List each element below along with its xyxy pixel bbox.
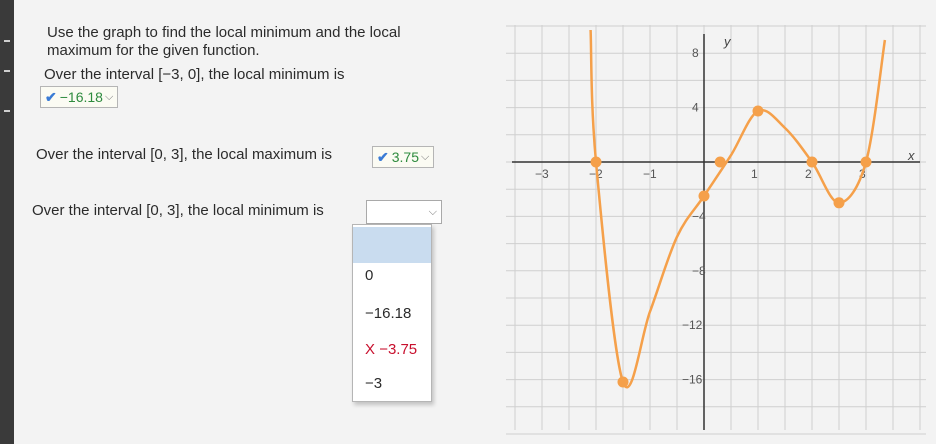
x-tick-label: −3 [535, 167, 549, 181]
y-axis-label: y [724, 34, 731, 49]
y-tick-label: −4 [692, 209, 706, 224]
dropdown-option[interactable]: 0 [365, 267, 374, 284]
curve-point [834, 197, 845, 208]
sidebar-marker [4, 40, 10, 42]
x-tick-label: 2 [805, 167, 812, 181]
graph-axes [512, 34, 920, 430]
curve-point [618, 377, 629, 388]
x-tick-label: −1 [643, 167, 657, 181]
sidebar-marker [4, 110, 10, 112]
curve-point [807, 157, 818, 168]
q3-text: Over the interval [0, 3], the local minimum is [32, 202, 324, 219]
curve-point [699, 191, 710, 202]
y-tick-label: −16 [682, 372, 703, 387]
x-tick-label: 3 [859, 167, 866, 181]
function-curve [591, 30, 885, 387]
q1-answer-value: −16.18 [59, 89, 103, 105]
x-icon: X [365, 341, 376, 358]
graph-grid [506, 25, 926, 434]
y-tick-label: −8 [692, 263, 706, 278]
q2-answer-value: 3.75 [391, 149, 419, 165]
q3-answer-select[interactable] [366, 200, 442, 224]
dropdown-option-label: −3.75 [379, 341, 418, 358]
chevron-down-icon: ⌵ [104, 91, 114, 103]
curve-point [591, 157, 602, 168]
q2-text: Over the interval [0, 3], the local maximum is [36, 146, 332, 163]
y-tick-label: 8 [692, 46, 699, 61]
dropdown-option-wrong[interactable] [365, 341, 417, 358]
dropdown-option[interactable]: −3 [365, 375, 383, 392]
dropdown-option-blank[interactable] [353, 227, 431, 263]
curve-point [861, 157, 872, 168]
question-intro: Use the graph to find the local minimum and the local maximum for the given function. [47, 24, 401, 59]
x-axis-label: x [908, 148, 915, 163]
chevron-down-icon: ⌵ [420, 151, 430, 163]
curve-point [753, 106, 764, 117]
q1-answer-box[interactable] [40, 86, 118, 108]
chevron-down-icon: ⌵ [428, 206, 437, 218]
q1-text: Over the interval [−3, 0], the local minimum is [44, 66, 345, 83]
sidebar-marker [4, 70, 10, 72]
answer-dropdown-list [352, 224, 432, 402]
check-icon: ✔ [45, 89, 57, 105]
check-icon: ✔ [377, 149, 389, 165]
x-tick-label: 1 [751, 167, 758, 181]
curve-point [715, 157, 726, 168]
x-tick-label: −2 [589, 167, 603, 181]
q2-answer-box[interactable] [372, 146, 434, 168]
y-tick-label: 4 [692, 100, 699, 115]
dropdown-option[interactable]: −16.18 [365, 305, 412, 322]
y-tick-label: −12 [682, 318, 703, 333]
function-graph [506, 0, 936, 444]
left-sidebar [0, 0, 14, 444]
